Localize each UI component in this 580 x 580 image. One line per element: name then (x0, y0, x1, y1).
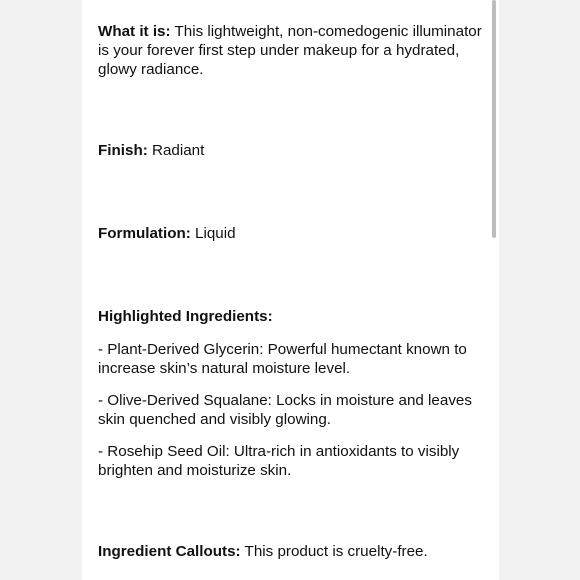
finish-text: Radiant (147, 142, 205, 159)
finish-paragraph (98, 141, 483, 160)
ingredient-callouts-text: This product is cruelty-free. (240, 543, 428, 560)
highlighted-ingredients-heading (98, 307, 483, 326)
spacer (98, 493, 483, 542)
spacer (98, 243, 483, 307)
what-it-is-paragraph (98, 22, 483, 79)
ingredient-item: - Olive-Derived Squalane: Locks in moisture and leaves skin quenched and visibly glowing. (98, 392, 472, 428)
what-it-is-text: This lightweight, non-comedogenic illuminator is your forever first step under makeup for a hydrated, glowy radiance. (98, 23, 482, 78)
formulation-text: Liquid (190, 225, 236, 242)
ingredient-item: - Plant-Derived Glycerin: Powerful humectant known to increase skin’s natural moisture level. (98, 341, 467, 377)
spacer (98, 160, 483, 224)
description-content (98, 22, 483, 561)
highlighted-ingredients-label: Highlighted Ingredients: (98, 308, 273, 325)
ingredient-callouts-paragraph (98, 542, 483, 561)
what-it-is-label: What it is: (98, 23, 171, 40)
ingredient-item: - Rosehip Seed Oil: Ultra-rich in antioxidants to visibly brighten and moisturize skin. (98, 443, 460, 479)
formulation-paragraph (98, 224, 483, 243)
ingredient-callouts-label: Ingredient Callouts: (98, 543, 241, 560)
finish-label: Finish: (98, 142, 148, 159)
product-description-panel[interactable] (82, 0, 499, 580)
scrollbar-thumb[interactable] (492, 0, 496, 238)
formulation-label: Formulation: (98, 225, 191, 242)
spacer (98, 79, 483, 141)
